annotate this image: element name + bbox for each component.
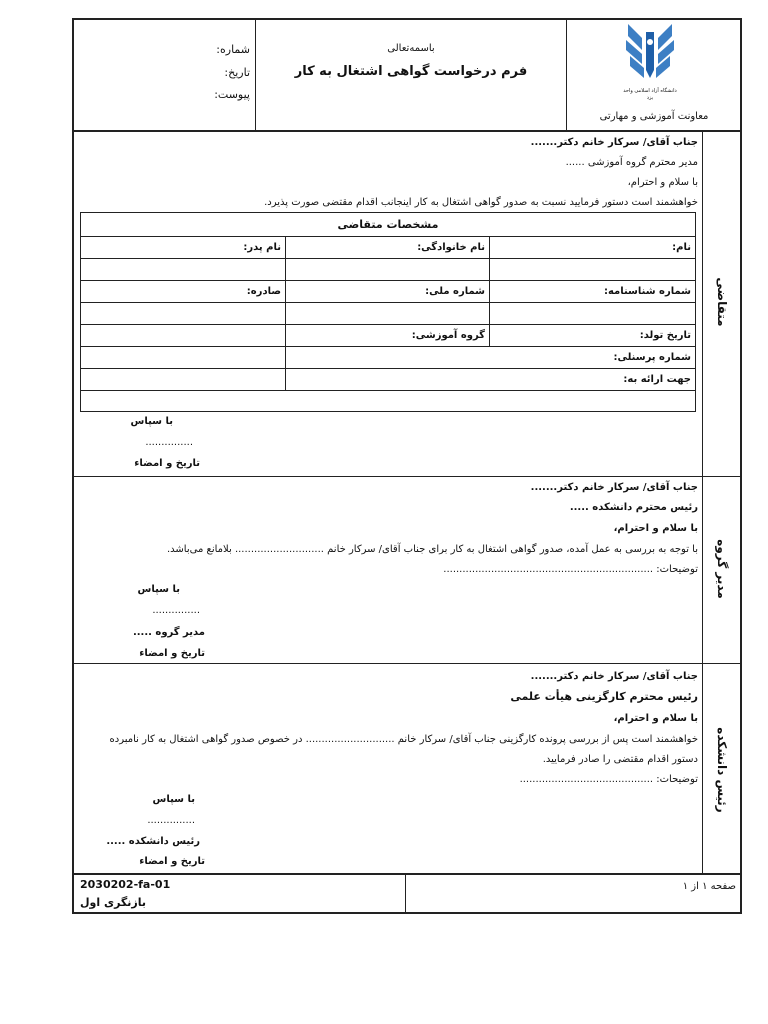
attachment-label: پیوست: (214, 88, 250, 101)
logo-caption: دانشگاه آزاد اسلامی واحد یزد (623, 88, 677, 101)
section-divider-2 (72, 663, 742, 664)
dean-body-line2: دستور اقدام مقتضی را صادر فرمایید. (542, 754, 698, 765)
group-salutation: جناب آقای/ سرکار خانم دکتر....... (530, 482, 698, 493)
field-edu-group: گروه آموزشی: (411, 330, 485, 341)
side-column-divider (702, 130, 703, 873)
header-col2 (566, 18, 567, 131)
form-title: فرم درخواست گواهی اشتغال به کار (294, 64, 528, 79)
applicant-request: خواهشمند است دستور فرمایید نسبت به صدور گواهی اشتغال به کار اینجانب اقدام مقتضی صورت پذیرد. (264, 197, 698, 208)
side-label-applicant: متقاضی (715, 277, 729, 327)
side-label-group-head: مدیر گروه (715, 539, 729, 599)
invocation: باسمه‌تعالی (387, 43, 435, 54)
section-divider-1 (72, 476, 742, 477)
page-number: صفحه ۱ از ۱ (682, 881, 736, 892)
dean-body-line1: خواهشمند است پس از بررسی پرونده کارگزینی جناب آقای/ سرکار خانم ............................ در خصوص صدور گواهی اشتغال به کار نامبرده (109, 734, 698, 745)
group-body: با توجه به بررسی به عمل آمده، صدور گواهی اشتغال به کار برای جناب آقای/ سرکار خانم ............................ بلامانع می‌باشد. (167, 544, 698, 555)
applicant-info-table (80, 212, 696, 412)
field-personnel-no: شماره پرسنلی: (613, 352, 691, 363)
dean-addressee: رئیس محترم کارگزینی هیأت علمی (510, 690, 698, 703)
number-label: شماره: (216, 43, 250, 56)
field-submit-to: جهت ارائه به: (623, 374, 691, 385)
field-national-id: شماره ملی: (425, 286, 485, 297)
group-greeting: با سلام و احترام، (613, 523, 698, 534)
date-label: تاریخ: (224, 66, 250, 79)
group-thanks: با سپاس (137, 584, 180, 595)
revision-label: بازنگری اول (80, 896, 147, 909)
dean-dots: ............... (147, 815, 195, 826)
footer-col (405, 873, 406, 913)
applicant-salutation: جناب آقای/ سرکار خانم دکتر....... (530, 137, 698, 148)
applicant-table-title: مشخصات متقاضی (337, 218, 439, 231)
frame-left (72, 18, 74, 914)
group-addressee: رئیس محترم دانشکده ..... (569, 502, 698, 513)
applicant-addressee: مدیر محترم گروه آموزشی ...... (565, 157, 698, 168)
group-role: مدیر گروه ..... (132, 627, 205, 638)
dean-notes: توضیحات: .......................................... (519, 774, 698, 785)
university-logo-icon (620, 20, 680, 90)
group-notes: توضیحات: .................................................................. (443, 564, 698, 575)
footer-divider (72, 873, 742, 875)
document-code: 2030202-fa-01 (80, 878, 171, 891)
dean-greeting: با سلام و احترام، (613, 713, 698, 724)
field-name: نام: (672, 242, 691, 253)
field-father-name: نام پدر: (243, 242, 281, 253)
group-sign: تاریخ و امضاء (139, 648, 205, 659)
side-label-dean: رئیس دانشکده (715, 727, 729, 813)
field-issued: صادره: (246, 286, 281, 297)
header-divider (72, 130, 742, 132)
field-family-name: نام خانوادگی: (417, 242, 485, 253)
field-birth-date: تاریخ تولد: (639, 330, 691, 341)
frame-bottom (72, 912, 742, 914)
dean-role: رئیس دانشکده ..... (106, 836, 200, 847)
applicant-greeting: با سلام و احترام، (627, 177, 698, 188)
group-dots: ............... (152, 605, 200, 616)
applicant-dots: ............... (145, 437, 193, 448)
frame-right (740, 18, 742, 914)
dean-thanks: با سپاس (152, 794, 195, 805)
department-name: معاونت آموزشی و مهارتی (599, 111, 709, 122)
field-id-number: شماره شناسنامه: (603, 286, 691, 297)
dean-sign: تاریخ و امضاء (139, 856, 205, 867)
applicant-sign: تاریخ و امضاء (134, 458, 200, 469)
dean-salutation: جناب آقای/ سرکار خانم دکتر....... (530, 671, 698, 682)
applicant-thanks: با سپاس (130, 416, 173, 427)
